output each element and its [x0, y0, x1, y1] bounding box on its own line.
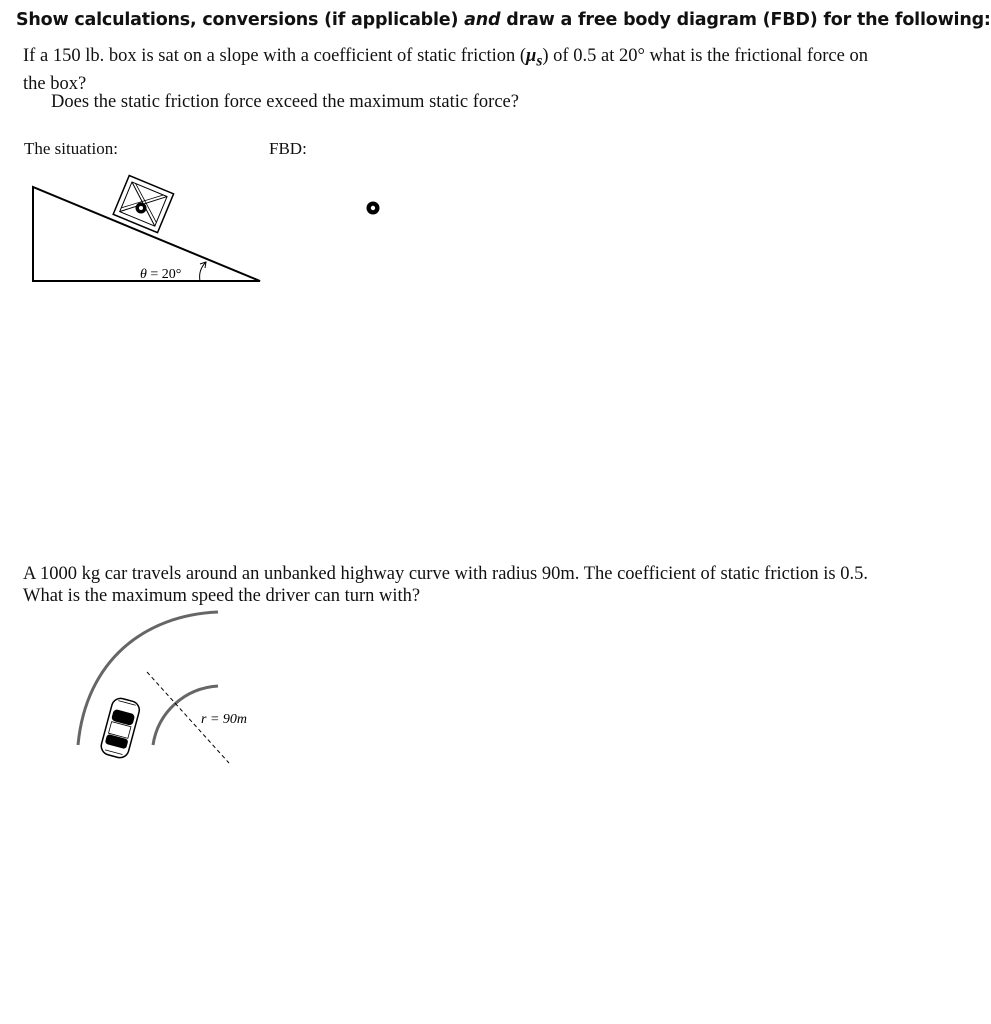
- question1-subquestion: Does the static friction force exceed the maximum static force?: [51, 92, 519, 112]
- angle-label: θ = 20°: [140, 267, 182, 282]
- car-icon: [99, 696, 141, 759]
- instructions-emphasis: and: [464, 10, 501, 30]
- situation-label: The situation:: [24, 139, 118, 158]
- fbd-label: FBD:: [269, 139, 307, 158]
- incline-diagram: [33, 175, 260, 282]
- fbd-point: [367, 202, 380, 215]
- question1-text-start: If a 150 lb. box is sat on a slope with a coefficient of static friction (: [23, 46, 527, 66]
- mu-subscript: s: [536, 52, 543, 70]
- radius-label: r = 90m: [201, 712, 248, 727]
- mu-symbol: μ: [526, 46, 537, 66]
- outer-road-edge: [78, 612, 218, 745]
- instructions-part2: draw a free body diagram (FBD) for the following:: [500, 10, 991, 30]
- curve-diagram: [78, 612, 247, 763]
- question1-text-end: ) of 0.5 at 20° what is the frictional force on the box?: [23, 46, 868, 94]
- instructions-part1: Show calculations, conversions (if applicable): [16, 10, 465, 30]
- question2-text: A 1000 kg car travels around an unbanked highway curve with radius 90m. The coefficient of static friction is 0.5. What is the maximum speed the driver can turn with?: [23, 564, 868, 606]
